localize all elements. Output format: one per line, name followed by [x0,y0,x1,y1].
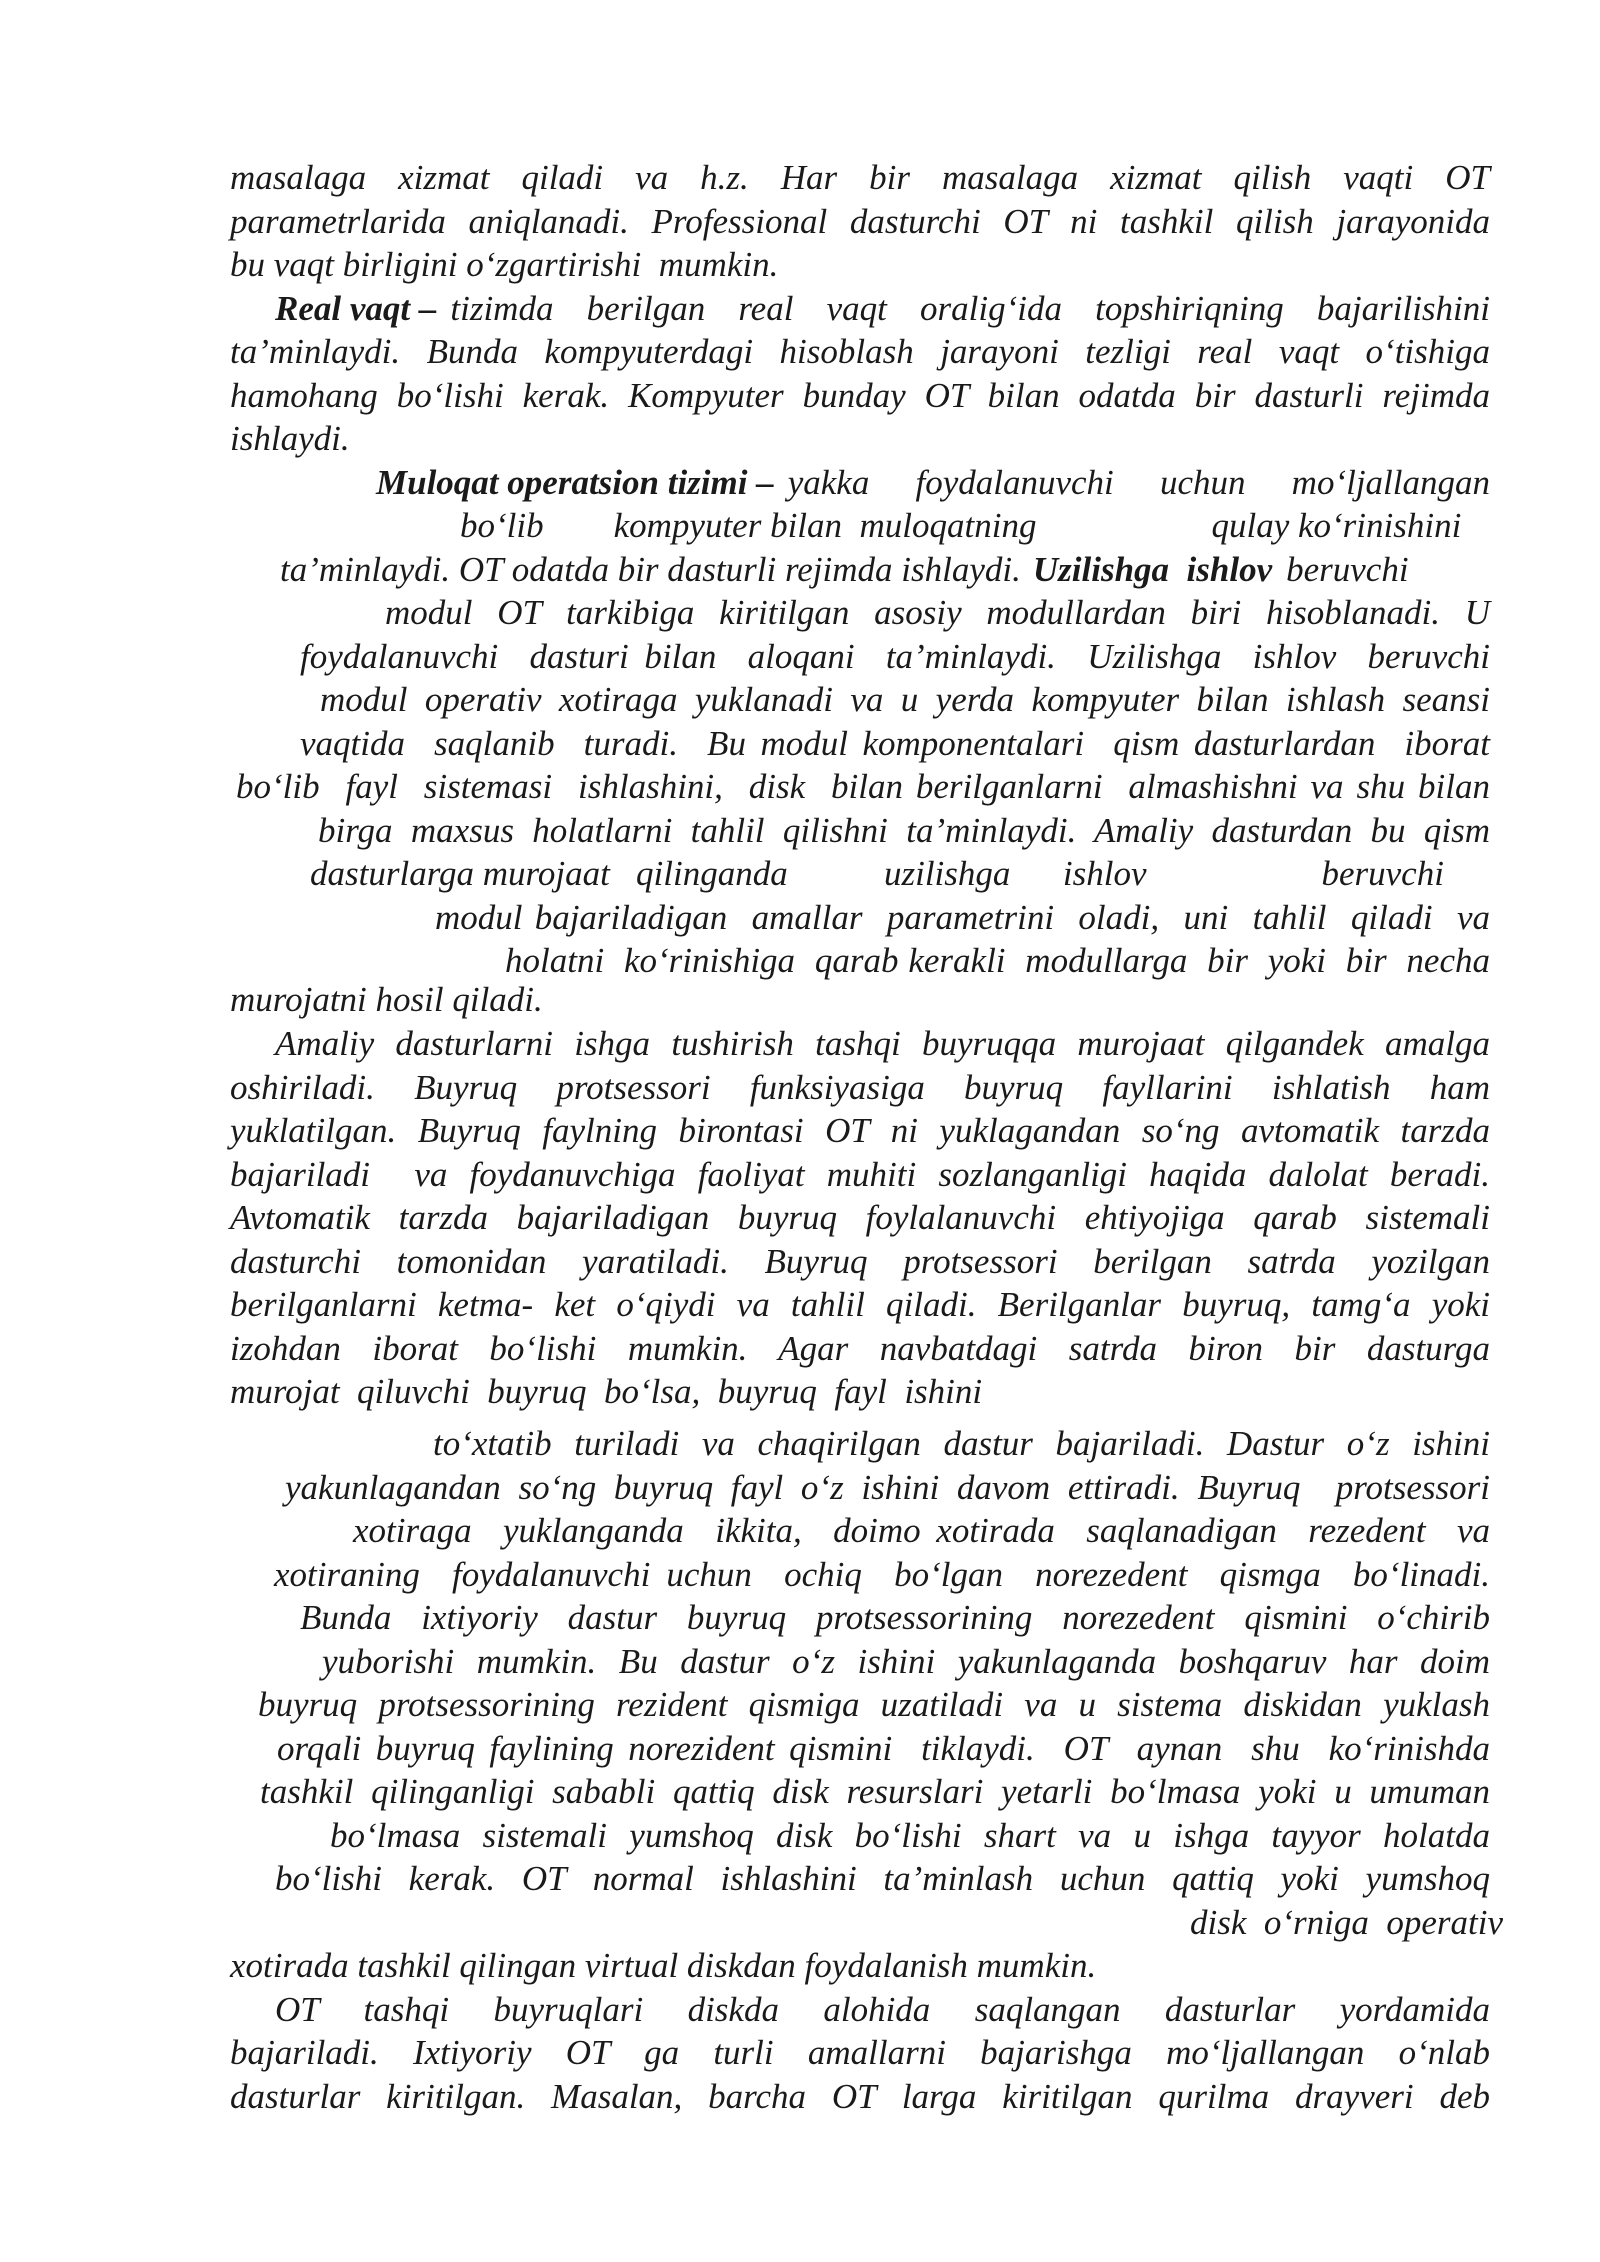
text-line: oshiriladi. Buyruq protsessori funksiyasiga buyruq fayllarini ishlatish ham [230,1068,1490,1107]
text-line: Avtomatik tarzda bajariladigan buyruq foylalanuvchi ehtiyojiga qarab sistemali [230,1198,1490,1237]
text-line: bo‘lmasa sistemali yumshoq disk bo‘lishi shart va u ishga tayyor holatda [330,1816,1490,1855]
text-line: izohdan iborat bo‘lishi mumkin. Agar navbatdagi satrda biron bir dasturga [230,1329,1490,1368]
text-line: xotirada tashkil qilingan virtual diskdan foydalanish mumkin. [230,1946,1097,1985]
text-line: ta’minlaydi. Bunda kompyuterdagi hisoblash jarayoni tezligi real vaqt o‘tishiga [230,332,1490,371]
text-line: yakunlagandan so‘ng buyruq fayl o‘z ishini davom ettiradi. Buyruq protsessori [285,1468,1490,1507]
text-line: OT tashqi buyruqlari diskda alohida saqlangan dasturlar yordamida [275,1990,1490,2029]
text-line: holatni ko‘rinishiga qarab kerakli modullarga bir yoki bir necha [505,941,1490,980]
text-line: modul bajariladigan amallar parametrini oladi, uni tahlil qiladi va [435,898,1490,937]
text-line: bajariladi. Ixtiyoriy OT ga turli amallarni bajarishga mo‘ljallangan o‘nlab [230,2033,1490,2072]
text-line: parametrlarida aniqlanadi. Professional dasturchi OT ni tashkil qilish jarayonida [230,202,1490,241]
text-line [275,287,1490,330]
text-line: Bunda ixtiyoriy dastur buyruq protsessorining norezedent qismini o‘chirib [300,1598,1490,1637]
text-line: murojatni hosil qiladi. [230,980,543,1019]
text-span: beruvchi [1286,550,1409,589]
text-line: Amaliy dasturlarni ishga tushirish tashqi buyruqqa murojaat qilgandek amalga [275,1024,1490,1063]
text-span: tizimda berilgan real vaqt oralig‘ida topshiriqning bajarilishini [450,289,1490,328]
text-line: xotiraning foydalanuvchi uchun ochiq bo‘lgan norezedent qismga bo‘linadi. [274,1555,1490,1594]
text-line: modul OT tarkibiga kiritilgan asosiy modullardan biri hisoblanadi. U [385,593,1490,632]
text-line: orqali buyruq faylining norezident qismini tiklaydi. OT aynan shu ko‘rinishda [277,1729,1490,1768]
text-line: murojat qiluvchi buyruq bo‘lsa, buyruq fayl ishini [230,1372,983,1411]
text-line: foydalanuvchi dasturi bilan aloqani ta’minlaydi. Uzilishga ishlov beruvchi [300,637,1490,676]
text-line: buyruq protsessorining rezident qismiga uzatiladi va u sistema diskidan yuklash [258,1685,1490,1724]
text-line: bo‘lishi kerak. OT normal ishlashini ta’minlash uchun qattiq yoki yumshoq [275,1859,1490,1898]
text-line [376,461,1490,504]
text-line: disk o‘rniga operativ [1190,1903,1504,1942]
text-line: tashkil qilinganligi sababli qattiq disk resurslari yetarli bo‘lmasa yoki u umuman [260,1772,1490,1811]
term-uzilishga: Uzilishga ishlov [1032,550,1273,589]
text-line: dasturlarga murojaat qilinganda uzilishga ishlov beruvchi [310,854,1444,893]
text-line: birga maxsus holatlarni tahlil qilishni ta’minlaydi. Amaliy dasturdan bu qism [318,811,1490,850]
text-span: ta’minlaydi. OT odatda bir dasturli rejimda ishlaydi. [280,550,1021,589]
text-line: bajariladi va foydanuvchiga faoliyat muhiti sozlanganligi haqida dalolat beradi. [230,1155,1490,1194]
text-line: xotiraga yuklanganda ikkita, doimo xotirada saqlanadigan rezedent va [353,1511,1490,1550]
text-line: yuklatilgan. Buyruq faylning birontasi OT ni yuklagandan so‘ng avtomatik tarzda [230,1111,1490,1150]
text-line: dasturlar kiritilgan. Masalan, barcha OT larga kiritilgan qurilma drayveri deb [230,2077,1490,2116]
text-line: bo‘lib fayl sistemasi ishlashini, disk bilan berilganlarni almashishni va shu bilan [236,767,1490,806]
text-line: berilganlarni ketma- ket o‘qiydi va tahlil qiladi. Berilganlar buyruq, tamg‘a yoki [230,1285,1490,1324]
term-real-vaqt: Real vaqt – [275,289,437,328]
text-line: vaqtida saqlanib turadi. Bu modul komponentalari qism dasturlardan iborat [300,724,1490,763]
text-span: yakka foydalanuvchi uchun mo‘ljallangan [787,463,1490,502]
text-line: bo‘lib kompyuter bilan muloqatning qulay ko‘rinishini [460,506,1462,545]
text-line: hamohang bo‘lishi kerak. Kompyuter bunday OT bilan odatda bir dasturli rejimda [230,376,1490,415]
text-line [280,548,1490,591]
text-line: modul operativ xotiraga yuklanadi va u yerda kompyuter bilan ishlash seansi [320,680,1490,719]
text-line: dasturchi tomonidan yaratiladi. Buyruq protsessori berilgan satrda yozilgan [230,1242,1490,1281]
term-muloqat: Muloqat operatsion tizimi – [376,463,774,502]
text-line: bu vaqt birligini o‘zgartirishi mumkin. [230,245,779,284]
text-line: masalaga xizmat qiladi va h.z. Har bir masalaga xizmat qilish vaqti OT [230,158,1490,197]
text-line: yuborishi mumkin. Bu dastur o‘z ishini yakunlaganda boshqaruv har doim [322,1642,1490,1681]
text-line: ishlaydi. [230,419,350,458]
text-line: to‘xtatib turiladi va chaqirilgan dastur bajariladi. Dastur o‘z ishini [433,1424,1490,1463]
